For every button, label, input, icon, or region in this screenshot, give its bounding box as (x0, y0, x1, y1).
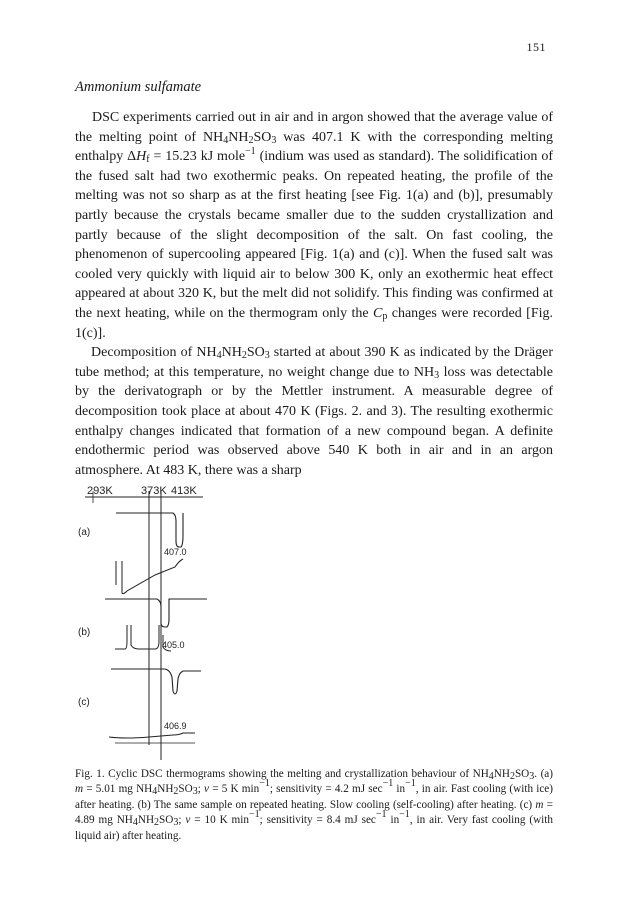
body-text (75, 108, 553, 480)
paragraph-decomposition: Decomposition of $NH_4NH_2SO_3$ started at about 390 K as indicated by the Dräger tube method; at this temperature, no weight change due to $NH_3$ loss was detectable by the derivatograph or by the Mettler instrument. A measurable degree of decomposition took place at about 470 K (Figs. 2. and 3). The resulting exothermic enthalpy changes indicated that formation of a new compound began. A definite endothermic period was observed above 540 K both in air and in an argon atmosphere. At 483 K, there was a sharp (75, 345, 553, 478)
paragraph-melting: DSC experiments carried out in air and in argon showed that the average value of the melting point of $NH_4NH_2SO_3$ was 407.1 K with the corresponding melting enthalpy $\Delta H_f = 15.23$ kJ mole$^{-1}$ (indium was used as standard). The solidification of the fused salt had two exothermic peaks. On repeated heating, the profile of the melting was not so sharp as at the first heating [see Fig. 1(a) and (b)], presumably partly because the crystals became smaller due to the sudden crystallization and partly because of the slight decomposition of the salt. On fast cooling, the phenomenon of supercooling appeared [Fig. 1(a) and (c)]. When the fused salt was cooled very quickly with liquid air to below 300 K, only an exothermic heat effect appeared at about 320 K, but the melt did not solidify. This finding was confirmed at the next heating, while on the thermogram only the $C_p$ changes were recorded [Fig. 1(c)]. (75, 110, 553, 341)
temperature-label-373: 373K (141, 485, 167, 497)
thermogram-plot (75, 475, 295, 765)
dsc-thermogram-figure (75, 475, 295, 765)
temperature-label-293: 293K (87, 485, 113, 497)
curve-label-b: (b) (78, 627, 91, 638)
figure-caption: Fig. 1. Cyclic DSC thermograms showing the melting and crystallization behaviour of $NH_4NH_2SO_3$. (a) m = 5.01 mg $NH_4NH_2SO_3$; v = 5 K $\min^{-1}$; sensitivity = 4.2 mJ $\sec^{-1} in^{-1}$, in air. Fast cooling (with ice) after heating. (b) The same sample on repeated heating. Slow cooling (self-cooling) after heating. (c) m = 4.89 mg $NH_4NH_2SO_3$; v = 10 K $\min^{-1}$; sensitivity = 8.4 mJ $\sec^{-1} in^{-1}$, in air. Very fast cooling (with liquid air) after heating. (75, 768, 554, 842)
curve-label-a: (a) (78, 527, 91, 538)
page-number: 151 (526, 40, 546, 54)
curve-label-c: (c) (78, 697, 90, 708)
section-heading: Ammonium sulfamate (75, 79, 202, 95)
temperature-label-413: 413K (171, 485, 197, 497)
peak-temperature-b: 405.0 (162, 640, 185, 650)
curve-c-heating (111, 669, 201, 694)
curve-c-cooling (109, 733, 195, 738)
curve-b-heating (105, 599, 207, 627)
peak-temperature-a: 407.0 (164, 547, 187, 557)
peak-temperature-c: 406.9 (164, 721, 187, 731)
